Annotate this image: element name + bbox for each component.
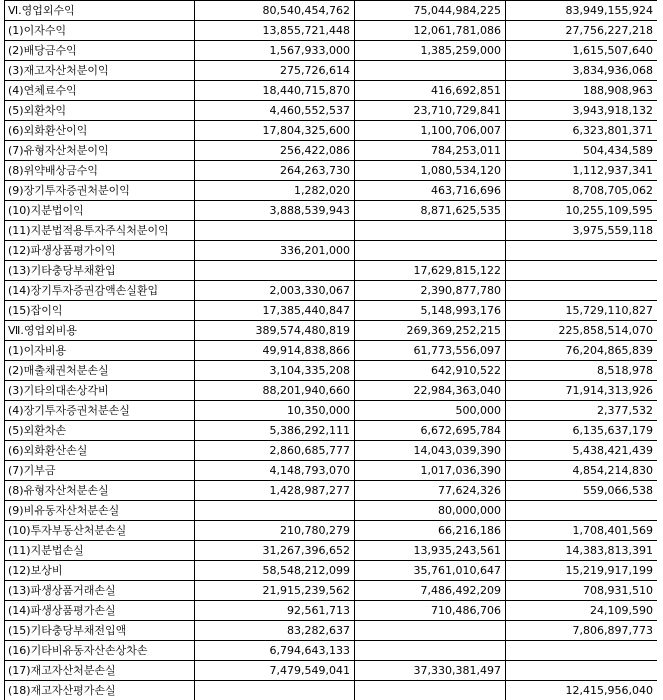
value-column-3: 15,729,110,827 — [506, 301, 658, 321]
value-column-2: 500,000 — [355, 401, 506, 421]
table-row — [5, 421, 658, 441]
row-label: (12)파생상품평가이익 — [5, 241, 195, 261]
row-label: (17)재고자산처분손실 — [5, 661, 195, 681]
value-column-1: 275,726,614 — [195, 61, 355, 81]
row-label: (6)외화환산손실 — [5, 441, 195, 461]
value-column-2: 642,910,522 — [355, 361, 506, 381]
value-column-2: 37,330,381,497 — [355, 661, 506, 681]
table-row — [5, 141, 658, 161]
table-row — [5, 81, 658, 101]
value-column-3: 1,615,507,640 — [506, 41, 658, 61]
value-column-2: 6,672,695,784 — [355, 421, 506, 441]
value-column-1: 336,201,000 — [195, 241, 355, 261]
value-column-2: 7,486,492,209 — [355, 581, 506, 601]
value-column-2: 35,761,010,647 — [355, 561, 506, 581]
value-column-3: 2,377,532 — [506, 401, 658, 421]
value-column-3 — [506, 641, 658, 661]
table-row — [5, 561, 658, 581]
table-row — [5, 181, 658, 201]
value-column-1: 264,263,730 — [195, 161, 355, 181]
value-column-3: 3,975,559,118 — [506, 221, 658, 241]
value-column-1: 17,385,440,847 — [195, 301, 355, 321]
row-label: (13)기타충당부채환입 — [5, 261, 195, 281]
table-row — [5, 221, 658, 241]
row-label: (1)이자비용 — [5, 341, 195, 361]
value-column-2: 77,624,326 — [355, 481, 506, 501]
table-row — [5, 441, 658, 461]
row-label: (9)장기투자증권처분이익 — [5, 181, 195, 201]
value-column-3: 5,438,421,439 — [506, 441, 658, 461]
row-label: (10)지분법이익 — [5, 201, 195, 221]
value-column-2: 1,385,259,000 — [355, 41, 506, 61]
value-column-1: 3,888,539,943 — [195, 201, 355, 221]
value-column-2: 17,629,815,122 — [355, 261, 506, 281]
value-column-2 — [355, 221, 506, 241]
value-column-2: 5,148,993,176 — [355, 301, 506, 321]
value-column-3: 27,756,227,218 — [506, 21, 658, 41]
value-column-3: 10,255,109,595 — [506, 201, 658, 221]
row-label: (12)보상비 — [5, 561, 195, 581]
value-column-3: 504,434,589 — [506, 141, 658, 161]
row-label: (8)유형자산처분손실 — [5, 481, 195, 501]
table-row — [5, 301, 658, 321]
table-row — [5, 281, 658, 301]
table-row — [5, 541, 658, 561]
value-column-2 — [355, 621, 506, 641]
value-column-3: 8,708,705,062 — [506, 181, 658, 201]
table-row — [5, 121, 658, 141]
table-row — [5, 1, 658, 21]
value-column-1: 210,780,279 — [195, 521, 355, 541]
non-operating-income-expense-table — [4, 0, 657, 700]
value-column-1 — [195, 221, 355, 241]
table-row — [5, 341, 658, 361]
value-column-1: 83,282,637 — [195, 621, 355, 641]
table-row — [5, 21, 658, 41]
value-column-3: 14,383,813,391 — [506, 541, 658, 561]
row-label: (1)이자수익 — [5, 21, 195, 41]
table-row — [5, 461, 658, 481]
row-label: Ⅵ.영업외수익 — [5, 1, 195, 21]
financial-statement-sheet — [4, 0, 657, 700]
value-column-2: 269,369,252,215 — [355, 321, 506, 341]
table-row — [5, 601, 658, 621]
value-column-1: 6,794,643,133 — [195, 641, 355, 661]
value-column-1: 88,201,940,660 — [195, 381, 355, 401]
row-label: (11)지분법손실 — [5, 541, 195, 561]
value-column-2: 1,080,534,120 — [355, 161, 506, 181]
value-column-2: 13,935,243,561 — [355, 541, 506, 561]
value-column-2: 75,044,984,225 — [355, 1, 506, 21]
row-label: (9)비유동자산처분손실 — [5, 501, 195, 521]
value-column-1: 389,574,480,819 — [195, 321, 355, 341]
row-label: (11)지분법적용투자주식처분이익 — [5, 221, 195, 241]
value-column-3: 76,204,865,839 — [506, 341, 658, 361]
table-row — [5, 481, 658, 501]
row-label: (7)유형자산처분이익 — [5, 141, 195, 161]
row-label: (5)외환차손 — [5, 421, 195, 441]
value-column-3: 12,415,956,040 — [506, 681, 658, 700]
row-label: (5)외환차익 — [5, 101, 195, 121]
row-label: (18)재고자산평가손실 — [5, 681, 195, 700]
value-column-2: 8,871,625,535 — [355, 201, 506, 221]
value-column-1: 3,104,335,208 — [195, 361, 355, 381]
value-column-1: 92,561,713 — [195, 601, 355, 621]
table-row — [5, 501, 658, 521]
row-label: (2)매출채권처분손실 — [5, 361, 195, 381]
row-label: (4)연체료수익 — [5, 81, 195, 101]
value-column-3: 7,806,897,773 — [506, 621, 658, 641]
table-row — [5, 161, 658, 181]
value-column-2: 1,017,036,390 — [355, 461, 506, 481]
row-label: (14)장기투자증권감액손실환입 — [5, 281, 195, 301]
value-column-3: 8,518,978 — [506, 361, 658, 381]
value-column-3: 3,943,918,132 — [506, 101, 658, 121]
row-label: (3)재고자산처분이익 — [5, 61, 195, 81]
row-label: (16)기타비유동자산손상차손 — [5, 641, 195, 661]
value-column-3 — [506, 281, 658, 301]
table-row — [5, 241, 658, 261]
value-column-1: 58,548,212,099 — [195, 561, 355, 581]
value-column-2 — [355, 61, 506, 81]
value-column-3: 559,066,538 — [506, 481, 658, 501]
value-column-3: 83,949,155,924 — [506, 1, 658, 21]
value-column-3: 4,854,214,830 — [506, 461, 658, 481]
value-column-1 — [195, 261, 355, 281]
table-row — [5, 321, 658, 341]
value-column-1: 18,440,715,870 — [195, 81, 355, 101]
value-column-3: 24,109,590 — [506, 601, 658, 621]
value-column-1: 4,148,793,070 — [195, 461, 355, 481]
value-column-1: 49,914,838,866 — [195, 341, 355, 361]
value-column-1: 2,860,685,777 — [195, 441, 355, 461]
table-row — [5, 521, 658, 541]
row-label: (4)장기투자증권처분손실 — [5, 401, 195, 421]
value-column-1: 10,350,000 — [195, 401, 355, 421]
value-column-3: 1,112,937,341 — [506, 161, 658, 181]
value-column-2 — [355, 681, 506, 700]
value-column-1: 7,479,549,041 — [195, 661, 355, 681]
value-column-1: 1,428,987,277 — [195, 481, 355, 501]
value-column-2: 23,710,729,841 — [355, 101, 506, 121]
value-column-1: 1,567,933,000 — [195, 41, 355, 61]
row-label: (6)외화환산이익 — [5, 121, 195, 141]
value-column-3: 708,931,510 — [506, 581, 658, 601]
table-body — [5, 1, 658, 700]
value-column-3: 188,908,963 — [506, 81, 658, 101]
table-row — [5, 201, 658, 221]
value-column-2: 61,773,556,097 — [355, 341, 506, 361]
value-column-3 — [506, 261, 658, 281]
value-column-3: 1,708,401,569 — [506, 521, 658, 541]
table-row — [5, 41, 658, 61]
value-column-3: 71,914,313,926 — [506, 381, 658, 401]
value-column-2: 710,486,706 — [355, 601, 506, 621]
value-column-2 — [355, 241, 506, 261]
table-row — [5, 681, 658, 700]
value-column-1: 1,282,020 — [195, 181, 355, 201]
value-column-1 — [195, 501, 355, 521]
value-column-2: 14,043,039,390 — [355, 441, 506, 461]
value-column-2: 784,253,011 — [355, 141, 506, 161]
row-label: (2)배당금수익 — [5, 41, 195, 61]
value-column-2: 1,100,706,007 — [355, 121, 506, 141]
row-label: (7)기부금 — [5, 461, 195, 481]
value-column-3: 6,323,801,371 — [506, 121, 658, 141]
value-column-2: 12,061,781,086 — [355, 21, 506, 41]
value-column-2 — [355, 641, 506, 661]
row-label: (15)기타충당부채전입액 — [5, 621, 195, 641]
row-label: (10)투자부동산처분손실 — [5, 521, 195, 541]
value-column-1 — [195, 681, 355, 700]
value-column-3: 6,135,637,179 — [506, 421, 658, 441]
table-row — [5, 61, 658, 81]
value-column-2: 22,984,363,040 — [355, 381, 506, 401]
row-label: (8)위약배상금수익 — [5, 161, 195, 181]
value-column-3: 3,834,936,068 — [506, 61, 658, 81]
row-label: (3)기타의대손상각비 — [5, 381, 195, 401]
value-column-2: 2,390,877,780 — [355, 281, 506, 301]
value-column-1: 5,386,292,111 — [195, 421, 355, 441]
value-column-2: 66,216,186 — [355, 521, 506, 541]
value-column-3: 225,858,514,070 — [506, 321, 658, 341]
row-label: (13)파생상품거래손실 — [5, 581, 195, 601]
value-column-2: 80,000,000 — [355, 501, 506, 521]
value-column-3 — [506, 661, 658, 681]
value-column-3 — [506, 501, 658, 521]
table-row — [5, 361, 658, 381]
value-column-1: 256,422,086 — [195, 141, 355, 161]
value-column-1: 13,855,721,448 — [195, 21, 355, 41]
table-row — [5, 581, 658, 601]
row-label: Ⅶ.영업외비용 — [5, 321, 195, 341]
value-column-1: 31,267,396,652 — [195, 541, 355, 561]
value-column-1: 4,460,552,537 — [195, 101, 355, 121]
value-column-2: 416,692,851 — [355, 81, 506, 101]
table-row — [5, 661, 658, 681]
table-row — [5, 381, 658, 401]
value-column-3 — [506, 241, 658, 261]
table-row — [5, 261, 658, 281]
table-row — [5, 641, 658, 661]
row-label: (14)파생상품평가손실 — [5, 601, 195, 621]
value-column-2: 463,716,696 — [355, 181, 506, 201]
row-label: (15)잡이익 — [5, 301, 195, 321]
value-column-1: 17,804,325,600 — [195, 121, 355, 141]
value-column-3: 15,219,917,199 — [506, 561, 658, 581]
value-column-1: 80,540,454,762 — [195, 1, 355, 21]
table-row — [5, 621, 658, 641]
table-row — [5, 401, 658, 421]
value-column-1: 21,915,239,562 — [195, 581, 355, 601]
value-column-1: 2,003,330,067 — [195, 281, 355, 301]
table-row — [5, 101, 658, 121]
